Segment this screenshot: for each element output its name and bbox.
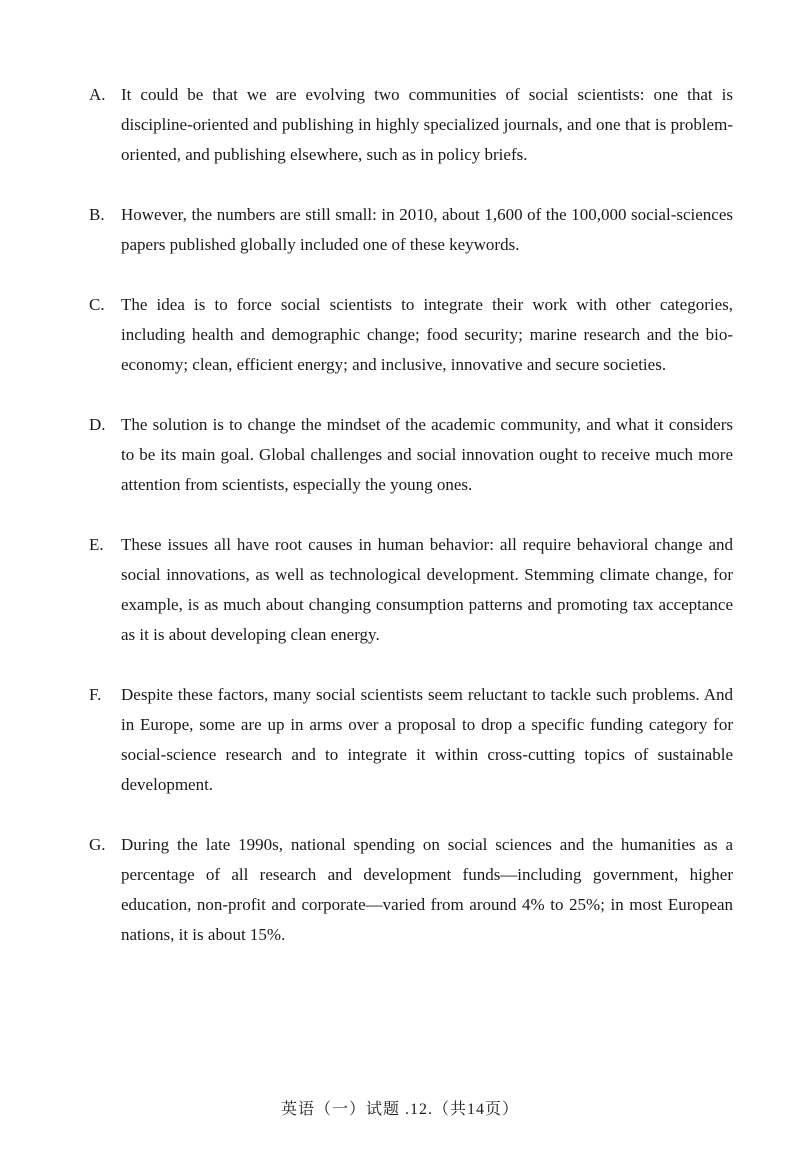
option-letter: D. [89, 415, 106, 434]
option-text: During the late 1990s, national spending on social sciences and the humanities as a percentage of all research and development funds—including government, higher education, non-profit and corporate—varied from around 4% to 25%; in most European nations, it is about 15%. [121, 835, 733, 944]
option-letter: B. [89, 205, 105, 224]
option-text: It could be that we are evolving two communities of social scientists: one that is discipline-oriented and publishing in highly specialized journals, and one that is problem-oriented, and publishing elsewhere, such as in policy briefs. [121, 85, 733, 164]
option-text: Despite these factors, many social scientists seem reluctant to tackle such problems. And in Europe, some are up in arms over a proposal to drop a specific funding category for social-science research and to integrate it within cross-cutting topics of sustainable development. [121, 685, 733, 794]
option-e [89, 530, 733, 650]
option-text: However, the numbers are still small: in 2010, about 1,600 of the 100,000 social-sciences papers published globally included one of these keywords. [121, 205, 733, 254]
option-letter: G. [89, 835, 106, 854]
option-list [89, 80, 733, 980]
option-a [89, 80, 733, 170]
option-letter: A. [89, 85, 106, 104]
option-f [89, 680, 733, 800]
option-b [89, 200, 733, 260]
option-letter: E. [89, 535, 104, 554]
page-footer: 英语（一）试题 .12.（共14页） [280, 1101, 519, 1118]
option-text: The idea is to force social scientists to integrate their work with other categories, including health and demographic change; food security; marine research and the bio-economy; clean, efficient energy; and inclusive, innovative and secure societies. [121, 295, 733, 374]
option-g [89, 830, 733, 950]
option-letter: C. [89, 295, 105, 314]
option-d [89, 410, 733, 500]
option-c [89, 290, 733, 380]
option-text: The solution is to change the mindset of the academic community, and what it considers to be its main goal. Global challenges and social innovation ought to receive much more attention from scientists, especially the young ones. [121, 415, 733, 494]
option-letter: F. [89, 685, 102, 704]
option-text: These issues all have root causes in human behavior: all require behavioral change and social innovations, as well as technological development. Stemming climate change, for example, is as much about changing consumption patterns and promoting tax acceptance as it is about developing clean energy. [121, 535, 733, 644]
